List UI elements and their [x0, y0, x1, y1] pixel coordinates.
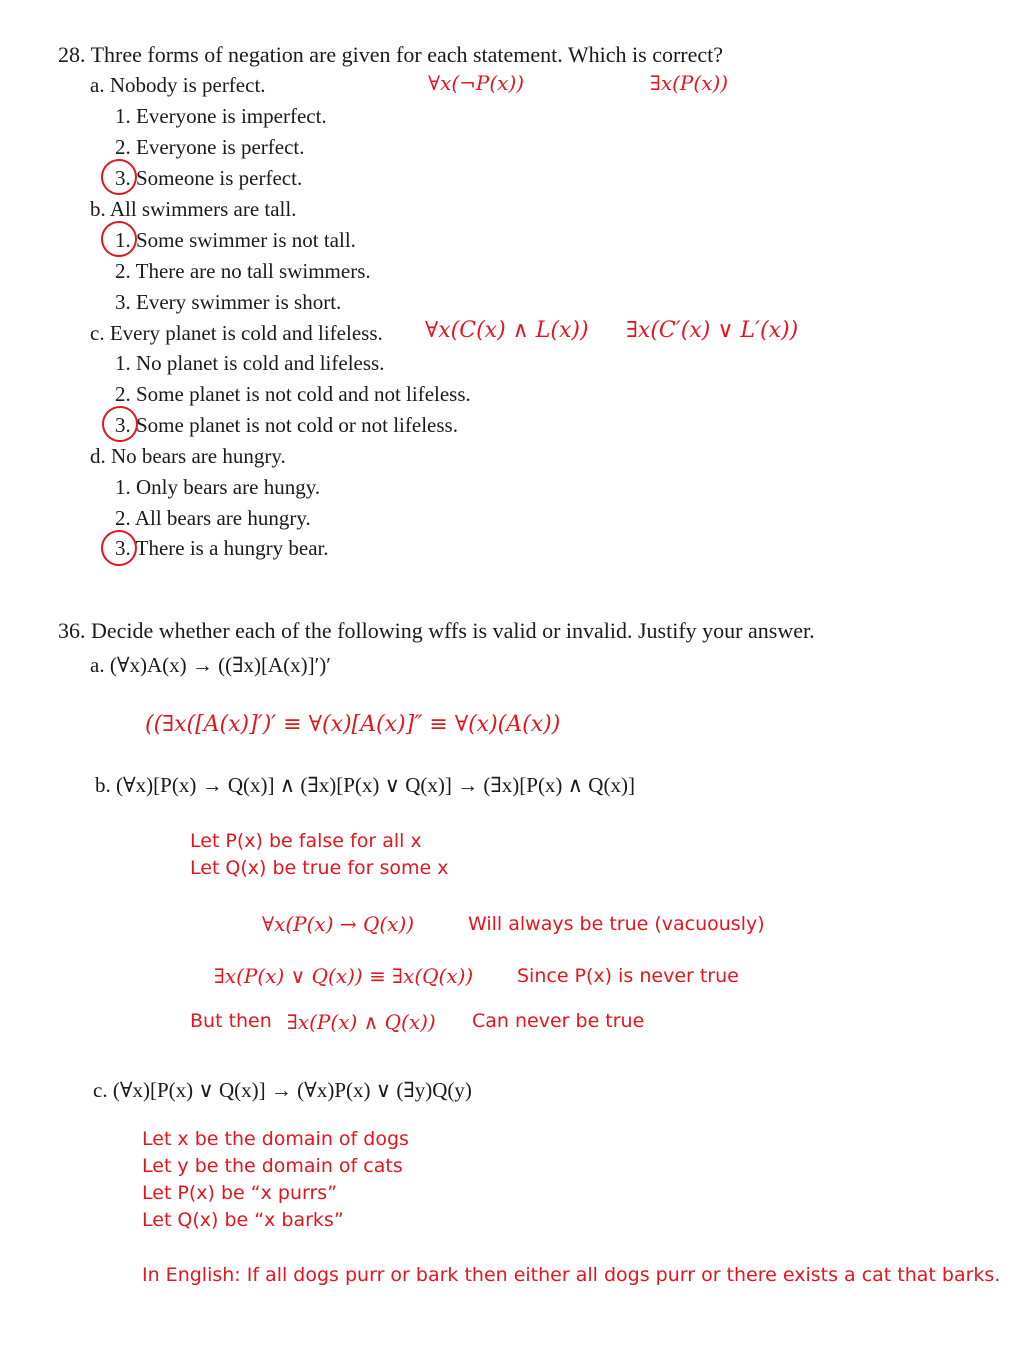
q36-title: 36. Decide whether each of the following wffs is valid or invalid. Justify your answer. — [58, 618, 815, 643]
q28b-option-3: 3. Every swimmer is short. — [115, 290, 342, 314]
q36c-note-4: Let Q(x) be “x barks” — [142, 1209, 344, 1231]
q28b-statement: b. All swimmers are tall. — [90, 197, 297, 221]
q36c-english: In English: If all dogs purr or bark then either all dogs purr or there exists a cat that barks. — [142, 1264, 1001, 1286]
q28a-option-3: 3. Someone is perfect. — [115, 166, 303, 190]
q28c-option-1: 1. No planet is cold and lifeless. — [115, 351, 385, 375]
q28a-option-1: 1. Everyone is imperfect. — [115, 104, 327, 128]
q28a-option-2: 2. Everyone is perfect. — [115, 135, 305, 159]
q36c-note-3: Let P(x) be “x purrs” — [142, 1182, 338, 1204]
q28b-option-1: 1. Some swimmer is not tall. — [115, 228, 356, 252]
q36b-line3-prefix: But then — [190, 1010, 272, 1032]
q36b-line1-text: Will always be true (vacuously) — [468, 913, 765, 935]
q28d-statement: d. No bears are hungry. — [90, 444, 286, 468]
q28d-option-2: 2. All bears are hungry. — [115, 506, 311, 530]
answer-circle-q28d — [101, 530, 137, 566]
q36a-formula: a. (∀x)A(x) → ((∃x)[A(x)]′)′ — [90, 653, 331, 677]
q36c-formula: c. (∀x)[P(x) ∨ Q(x)] → (∀x)P(x) ∨ (∃y)Q(y) — [93, 1078, 472, 1102]
q28d-option-1: 1. Only bears are hungy. — [115, 475, 321, 499]
answer-circle-q28b — [101, 221, 137, 257]
q28c-option-2: 2. Some planet is not cold and not lifeless. — [115, 382, 471, 406]
answer-circle-q28c — [102, 406, 138, 442]
q36b-line1-formula: ∀x(P(x) → Q(x)) — [262, 912, 415, 936]
q36c-note-2: Let y be the domain of cats — [142, 1155, 403, 1177]
q28c-formula-exists: ∃x(C′(x) ∨ L′(x)) — [626, 318, 799, 343]
q28b-option-2: 2. There are no tall swimmers. — [115, 259, 371, 283]
q28c-option-3: 3. Some planet is not cold or not lifeless. — [115, 413, 458, 437]
q36b-line3-text: Can never be true — [472, 1010, 645, 1032]
q36c-note-1: Let x be the domain of dogs — [142, 1128, 409, 1150]
q28a-statement: a. Nobody is perfect. — [90, 73, 266, 97]
q28a-formula-exists: ∃x(P(x)) — [650, 71, 729, 95]
q28c-statement: c. Every planet is cold and lifeless. — [90, 321, 383, 345]
q36b-line2-formula: ∃x(P(x) ∨ Q(x)) ≡ ∃x(Q(x)) — [214, 964, 474, 988]
q36a-answer: ((∃x([A(x)]′)′ ≡ ∀(x)[A(x)]″ ≡ ∀(x)(A(x)) — [145, 712, 561, 737]
q36b-formula: b. (∀x)[P(x) → Q(x)] ∧ (∃x)[P(x) ∨ Q(x)] → (∃x)[P(x) ∧ Q(x)] — [95, 773, 635, 797]
q28a-formula-forall: ∀x(¬P(x)) — [428, 71, 525, 95]
q36b-note-2: Let Q(x) be true for some x — [190, 857, 449, 879]
q36b-note-1: Let P(x) be false for all x — [190, 830, 422, 852]
q28c-formula-forall: ∀x(C(x) ∧ L(x)) — [425, 318, 589, 343]
q28d-option-3: 3. There is a hungry bear. — [115, 536, 329, 560]
q36b-line2-text: Since P(x) is never true — [517, 965, 739, 987]
q36b-line3-formula: ∃x(P(x) ∧ Q(x)) — [287, 1010, 436, 1034]
q28-title: 28. Three forms of negation are given for each statement. Which is correct? — [58, 42, 724, 67]
answer-circle-q28a — [101, 159, 137, 195]
